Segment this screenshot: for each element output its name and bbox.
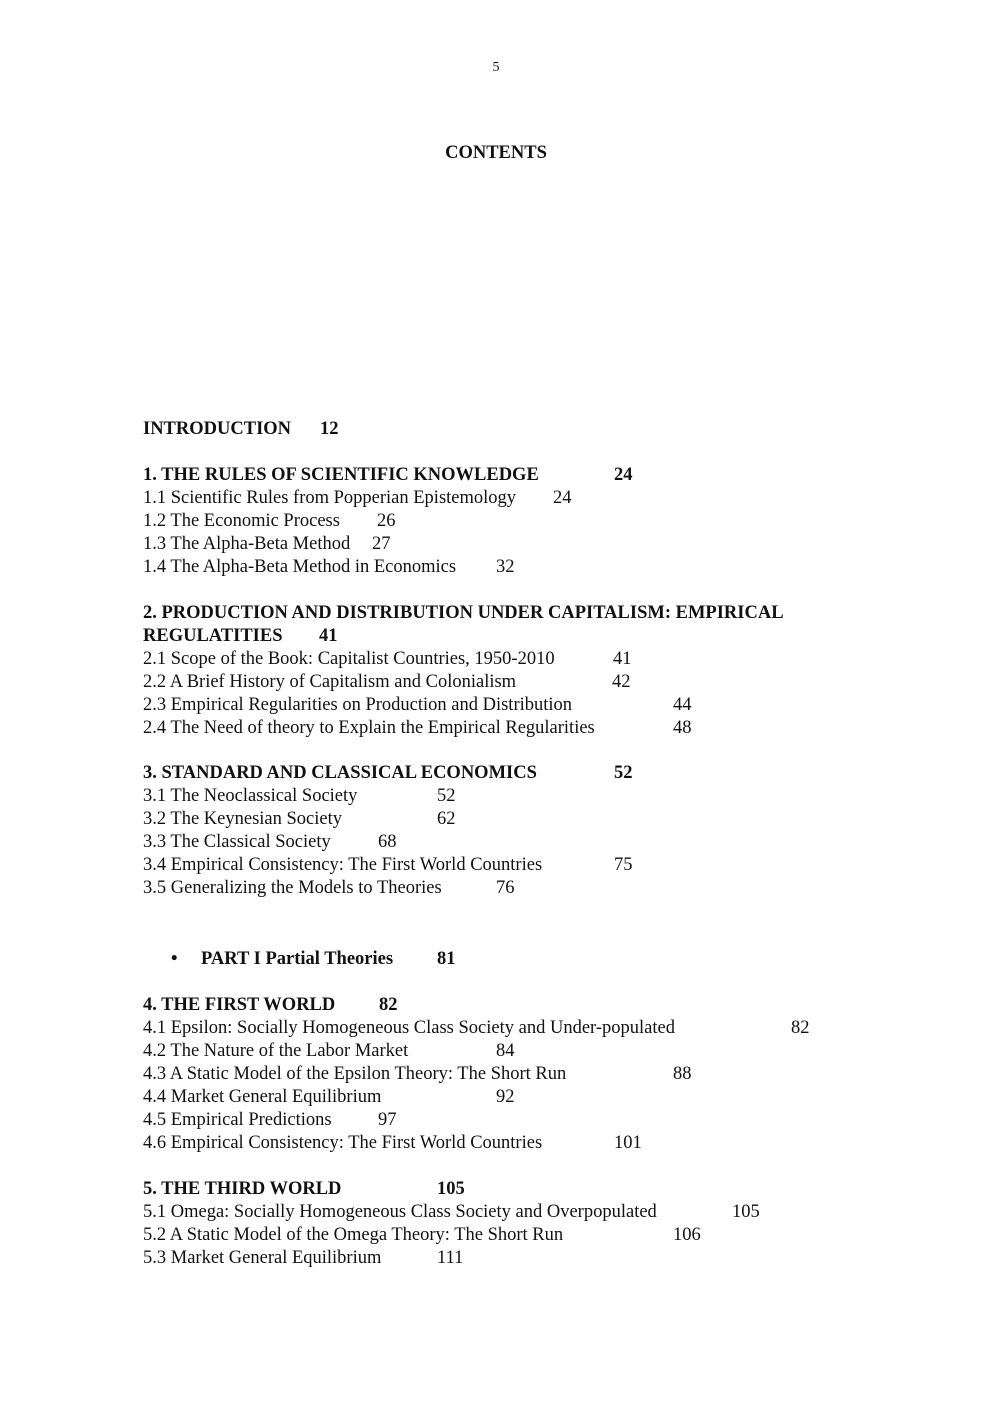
entry-title: 2.1 Scope of the Book: Capitalist Countries, 1950-2010	[143, 649, 555, 669]
entry-page-number: 12	[320, 419, 339, 439]
entry-page-number: 48	[673, 718, 692, 738]
entry-title: INTRODUCTION	[143, 419, 292, 439]
entry-title: 1.1 Scientific Rules from Popperian Epistemology	[143, 488, 517, 508]
entry-page-number: 52	[614, 763, 633, 783]
entry-page-number: 105	[437, 1179, 465, 1199]
entry-page-number: 24	[553, 488, 572, 508]
entry-title: PART I Partial Theories	[201, 949, 394, 969]
entry-title: 3.4 Empirical Consistency: The First World Countries	[143, 855, 543, 875]
entry-title: 1.4 The Alpha-Beta Method in Economics	[143, 557, 457, 577]
entry-title: 4.3 A Static Model of the Epsilon Theory: The Short Run	[143, 1064, 567, 1084]
entry-title: 4.2 The Nature of the Labor Market	[143, 1041, 409, 1061]
entry-page-number: 44	[673, 695, 692, 715]
entry-title: 3.1 The Neoclassical Society	[143, 786, 358, 806]
entry-title: 5. THE THIRD WORLD	[143, 1179, 342, 1199]
entry-page-number: 84	[496, 1041, 515, 1061]
entry-page-number: 88	[673, 1064, 692, 1084]
page-number: 5	[492, 60, 500, 75]
entry-title: 1.3 The Alpha-Beta Method	[143, 534, 351, 554]
contents-heading: CONTENTS	[445, 143, 547, 163]
bullet-icon: •	[171, 949, 178, 969]
entry-title: 1. THE RULES OF SCIENTIFIC KNOWLEDGE	[143, 465, 539, 485]
entry-title: 2.2 A Brief History of Capitalism and Colonialism	[143, 672, 517, 692]
entry-page-number: 82	[791, 1018, 810, 1038]
entry-title: 1.2 The Economic Process	[143, 511, 340, 531]
entry-page-number: 82	[379, 995, 398, 1015]
entry-page-number: 42	[612, 672, 631, 692]
entry-page-number: 41	[319, 626, 338, 646]
entry-title: 5.2 A Static Model of the Omega Theory: The Short Run	[143, 1225, 564, 1245]
entry-title: 4.6 Empirical Consistency: The First World Countries	[143, 1133, 543, 1153]
entry-title: 2. PRODUCTION AND DISTRIBUTION UNDER CAPITALISM: EMPIRICAL	[143, 603, 784, 623]
entry-title: 5.1 Omega: Socially Homogeneous Class Society and Overpopulated	[143, 1202, 657, 1222]
entry-page-number: 81	[437, 949, 456, 969]
entry-page-number: 76	[496, 878, 515, 898]
entry-title: 3. STANDARD AND CLASSICAL ECONOMICS	[143, 763, 537, 783]
entry-page-number: 75	[614, 855, 633, 875]
entry-title: 4. THE FIRST WORLD	[143, 995, 336, 1015]
entry-page-number: 26	[377, 511, 396, 531]
entry-page-number: 52	[437, 786, 456, 806]
entry-page-number: 92	[496, 1087, 515, 1107]
entry-page-number: 27	[372, 534, 391, 554]
entry-page-number: 105	[732, 1202, 760, 1222]
entry-title: 2.3 Empirical Regularities on Production and Distribution	[143, 695, 573, 715]
entry-title: 3.3 The Classical Society	[143, 832, 331, 852]
entry-title: 4.5 Empirical Predictions	[143, 1110, 332, 1130]
entry-page-number: 32	[496, 557, 515, 577]
entry-title: REGULATITIES	[143, 626, 283, 646]
entry-page-number: 111	[437, 1248, 464, 1268]
entry-page-number: 106	[673, 1225, 701, 1245]
entry-page-number: 41	[613, 649, 632, 669]
entry-page-number: 62	[437, 809, 456, 829]
entry-page-number: 68	[378, 832, 397, 852]
entry-page-number: 101	[614, 1133, 642, 1153]
entry-title: 3.2 The Keynesian Society	[143, 809, 343, 829]
entry-page-number: 97	[378, 1110, 397, 1130]
entry-title: 4.1 Epsilon: Socially Homogeneous Class Society and Under-populated	[143, 1018, 675, 1038]
entry-page-number: 24	[614, 465, 633, 485]
entry-title: 3.5 Generalizing the Models to Theories	[143, 878, 442, 898]
entry-title: 2.4 The Need of theory to Explain the Empirical Regularities	[143, 718, 595, 738]
entry-title: 4.4 Market General Equilibrium	[143, 1087, 382, 1107]
entry-title: 5.3 Market General Equilibrium	[143, 1248, 382, 1268]
